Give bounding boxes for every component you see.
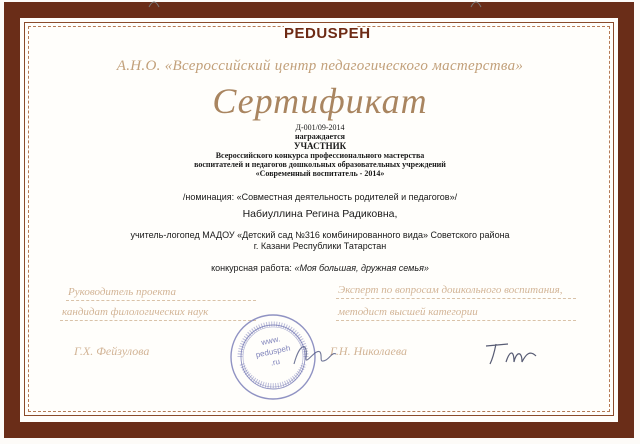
competition-work — [110, 263, 530, 273]
participant-role: УЧАСТНИК — [293, 141, 347, 151]
peduspeh-logo: PEDUSPEH — [284, 25, 371, 42]
divider — [66, 300, 256, 301]
head-signature-icon — [290, 338, 340, 370]
contest-name: «Современный воспитатель - 2014» — [255, 169, 385, 178]
recipient-name: Набиуллина Регина Радиковна, — [242, 208, 398, 220]
nomination: /номинация: «Совместная деятельность родителей и педагогов»/ — [182, 192, 458, 202]
clip-right-icon — [470, 0, 482, 8]
expert-degree: методист высшей категории — [338, 306, 478, 318]
work-label: конкурсная работа: — [211, 263, 292, 273]
awarded-label: награждается — [295, 132, 345, 141]
contest-line-1: Всероссийского конкурса профессионального мастерства — [215, 151, 425, 160]
recipient-city: г. Казани Республики Татарстан — [253, 241, 387, 251]
seal-text: www. peduspeh .ru — [254, 334, 292, 368]
expert-signature-icon — [482, 338, 542, 368]
work-title: «Моя большая, дружная семья» — [294, 263, 429, 273]
head-signatory-name: Г.Х. Фейзулова — [74, 344, 150, 358]
document-number: Д-001/09-2014 — [295, 123, 345, 132]
expert-title: Эксперт по вопросам дошкольного воспитания, — [338, 284, 563, 296]
contest-line-2: воспитателей и педагогов дошкольных образовательных учреждений — [194, 160, 446, 169]
head-title: Руководитель проекта — [68, 286, 176, 298]
clip-left-icon — [148, 0, 160, 8]
divider — [60, 320, 256, 321]
expert-signatory-name: Г.Н. Николаева — [330, 344, 407, 358]
head-degree: кандидат филологических наук — [62, 306, 209, 318]
divider — [336, 320, 576, 321]
recipient-position: учитель-логопед МАДОУ «Детский сад №316 комбинированного вида» Советского района — [130, 230, 510, 240]
certificate-title: Сертификат — [212, 81, 428, 121]
divider — [336, 298, 576, 299]
organization-name: А.Н.О. «Всероссийский центр педагогического мастерства» — [116, 58, 524, 74]
